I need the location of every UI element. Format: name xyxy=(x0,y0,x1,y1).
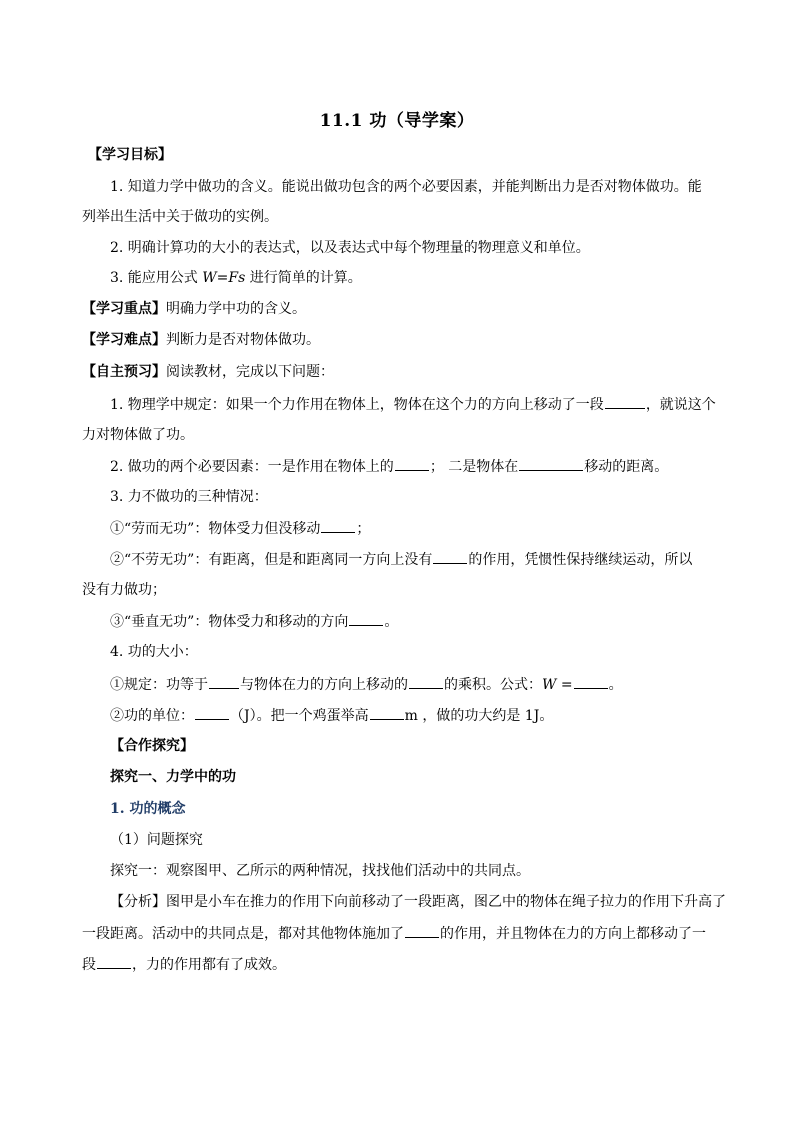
rule-1-mid: 与物体在力的方向上移动的 xyxy=(240,677,408,693)
analysis-c-post: ，力的作用都有了成效。 xyxy=(132,957,286,973)
analysis-text-a: 图甲是小车在推力的作用下向前移动了一段距离，图乙中的物体在绳子拉力的作用下升高了 xyxy=(166,894,726,910)
rule-2-mid2: m ，做的功大约是 1J。 xyxy=(404,708,554,724)
goal-1-line-a: 1. 知道力学中做功的含义。能说出做功包含的两个必要因素，并能判断出力是否对物体做功。能 xyxy=(110,179,702,195)
analysis-line-c xyxy=(82,954,286,975)
rule-1-pre: ①规定：功等于 xyxy=(110,677,208,693)
case-2-post: 的作用，凭惯性保持继续运动，所以 xyxy=(468,552,693,568)
formula-eq: = xyxy=(556,677,573,693)
rule-2-mid: （J）。把一个鸡蛋举高 xyxy=(230,708,369,724)
goal-3 xyxy=(110,268,362,288)
explore-title: 探究一、力学中的功 xyxy=(110,769,236,785)
rule-2-blank-1[interactable] xyxy=(195,705,229,720)
rule-1-blank-1[interactable] xyxy=(209,674,239,689)
pre-label: 【自主预习】 xyxy=(82,364,166,380)
analysis-line-b xyxy=(82,923,706,944)
pre-text: 阅读教材，完成以下问题： xyxy=(166,364,334,380)
case-1-blank[interactable] xyxy=(321,518,355,533)
formula-w-fs: W=Fs xyxy=(202,270,246,286)
rule-1-mid2: 的乘积。公式： xyxy=(444,677,542,693)
q2-text-mid: ； 二是物体在 xyxy=(429,459,519,475)
q1-line-a xyxy=(110,394,716,415)
q1-line-b: 力对物体做了功。 xyxy=(82,427,194,443)
case-1-post: ； xyxy=(356,521,371,537)
goal-heading: 【学习目标】 xyxy=(88,147,172,163)
key-point xyxy=(82,299,306,319)
rule-1-post: 。 xyxy=(608,677,623,693)
rule-1-blank-3[interactable] xyxy=(574,674,608,689)
document-title: 11.1 功（导学案） xyxy=(319,111,475,131)
case-2-blank[interactable] xyxy=(433,549,467,564)
q1-text-post: ，就说这个 xyxy=(645,397,716,413)
case-3-blank[interactable] xyxy=(349,611,383,626)
case-1-pre: ①“劳而无功”：物体受力但没移动 xyxy=(110,521,321,537)
case-2-line-a xyxy=(110,549,692,570)
analysis-blank-1[interactable] xyxy=(405,923,439,938)
rule-2-blank-2[interactable] xyxy=(370,705,404,720)
key-label: 【学习重点】 xyxy=(82,301,166,317)
q3-line: 3. 力不做功的三种情况： xyxy=(110,489,268,505)
q2-line xyxy=(110,456,668,477)
case-3-post: 。 xyxy=(384,614,399,630)
analysis-label: 【分析】 xyxy=(110,894,166,910)
case-1 xyxy=(110,518,370,539)
concept-title: 1. 功的概念 xyxy=(110,801,186,817)
diff-text: 判断力是否对物体做功。 xyxy=(166,332,320,348)
analysis-c-pre: 段 xyxy=(82,957,96,973)
q2-blank-2[interactable] xyxy=(519,456,583,471)
coop-heading: 【合作探究】 xyxy=(110,738,194,754)
goal-2: 2. 明确计算功的大小的表达式，以及表达式中每个物理量的物理意义和单位。 xyxy=(110,240,590,256)
preview xyxy=(82,362,334,382)
rule-1 xyxy=(110,674,623,695)
q4-line: 4. 功的大小： xyxy=(110,644,198,660)
formula-w: W xyxy=(542,677,557,693)
explore-question: 探究一：观察图甲、乙所示的两种情况，找找他们活动中的共同点。 xyxy=(110,863,530,879)
goal-1-line-b: 列举出生活中关于做功的实例。 xyxy=(82,209,278,225)
case-3-pre: ③“垂直无功”：物体受力和移动的方向 xyxy=(110,614,349,630)
q1-blank[interactable] xyxy=(605,394,645,409)
q1-text-pre: 1. 物理学中规定：如果一个力作用在物体上，物体在这个力的方向上移动了一段 xyxy=(110,397,604,413)
sub-heading-1: （1）问题探究 xyxy=(110,832,203,848)
rule-2-pre: ②功的单位： xyxy=(110,708,194,724)
q2-text-post: 移动的距离。 xyxy=(584,459,669,475)
analysis-b-post: 的作用，并且物体在力的方向上都移动了一 xyxy=(440,926,706,942)
case-2-pre: ②“不劳无功”：有距离，但是和距离同一方向上没有 xyxy=(110,552,433,568)
rule-2 xyxy=(110,705,553,726)
key-text: 明确力学中功的含义。 xyxy=(166,301,306,317)
rule-1-blank-2[interactable] xyxy=(409,674,443,689)
goal-3-post: 进行简单的计算。 xyxy=(245,270,362,286)
analysis-blank-2[interactable] xyxy=(97,954,131,969)
goal-3-pre: 3. 能应用公式 xyxy=(110,270,203,286)
diff-label: 【学习难点】 xyxy=(82,332,166,348)
analysis-line-a xyxy=(110,892,726,912)
difficulty xyxy=(82,330,320,350)
analysis-b-pre: 一段距离。活动中的共同点是，都对其他物体施加了 xyxy=(82,926,404,942)
case-3 xyxy=(110,611,398,632)
q2-blank-1[interactable] xyxy=(395,456,429,471)
q2-text-pre: 2. 做功的两个必要因素：一是作用在物体上的 xyxy=(110,459,394,475)
case-2-line-b: 没有力做功； xyxy=(82,582,166,598)
